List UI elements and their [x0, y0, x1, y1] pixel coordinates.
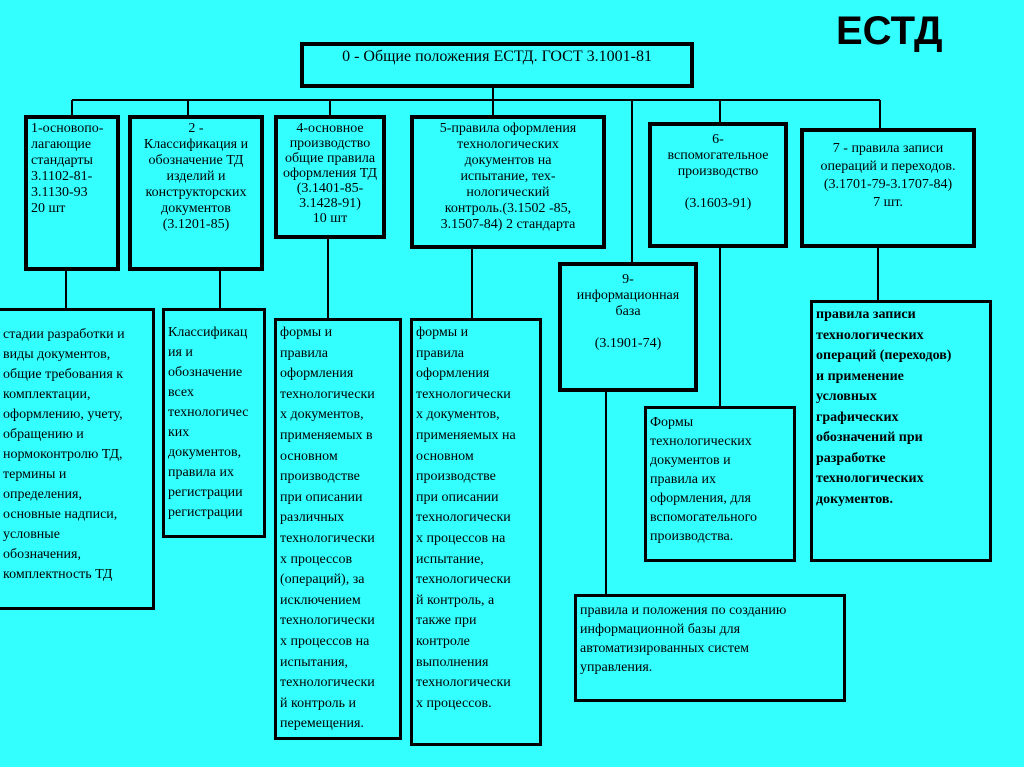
- group-9-detail: правила и положения по созданию информационной базы для автоматизированных систем управления.: [574, 594, 846, 702]
- group-2-header: 2 - Классификация и обозначение ТД изделий и конструкторских документов (3.1201-85): [128, 115, 264, 271]
- root-label: 0 - Общие положения ЕСТД. ГОСТ 3.1001-81: [342, 48, 652, 65]
- group-4-header: 4-основное производство общие правила оформления ТД (3.1401-85- 3.1428-91) 10 шт: [274, 115, 386, 239]
- group-1-detail: стадии разработки и виды документов, общие требования к комплектации, оформлению, учету, обращению и нормоконтролю ТД, термины и определения, основные надписи, условные обозначения, комплектность ТД: [0, 308, 155, 610]
- group-4-detail: формы и правила оформления технологически х документов, применяемых в основном производстве при описании различных технологически х процессов (операций), за исключением технологически х процессов на испытания, технологически й контроль и перемещения.: [274, 318, 402, 740]
- page-title: ЕСТД: [836, 9, 943, 53]
- group-1-header: 1-основопо- лагающие стандарты 3.1102-81- 3.1130-93 20 шт: [24, 115, 120, 271]
- group-6-header: 6- вспомогательное производство (3.1603-91): [648, 122, 788, 248]
- group-7-header: 7 - правила записи операций и переходов. (3.1701-79-3.1707-84) 7 шт.: [800, 128, 976, 248]
- group-5-header: 5-правила оформления технологических документов на испытание, тех- нологический контроль.(3.1502 -85, 3.1507-84) 2 стандарта: [410, 115, 606, 249]
- group-7-detail: правила записи технологических операций (переходов) и применение условных графических обозначений при разработке технологических документов.: [810, 300, 992, 562]
- root-box: [300, 42, 694, 88]
- group-2-detail: Классификац ия и обозначение всех технологичес ких документов, правила их регистрации регистрации: [162, 308, 266, 538]
- group-9-header: 9- информационная база (3.1901-74): [558, 262, 698, 392]
- group-6-detail: Формы технологических документов и правила их оформления, для вспомогательного производства.: [644, 406, 796, 562]
- group-5-detail: формы и правила оформления технологически х документов, применяемых на основном производстве при описании технологически х процессов на испытание, технологически й контроль, а также при контроле выполнения технологически х процессов.: [410, 318, 542, 746]
